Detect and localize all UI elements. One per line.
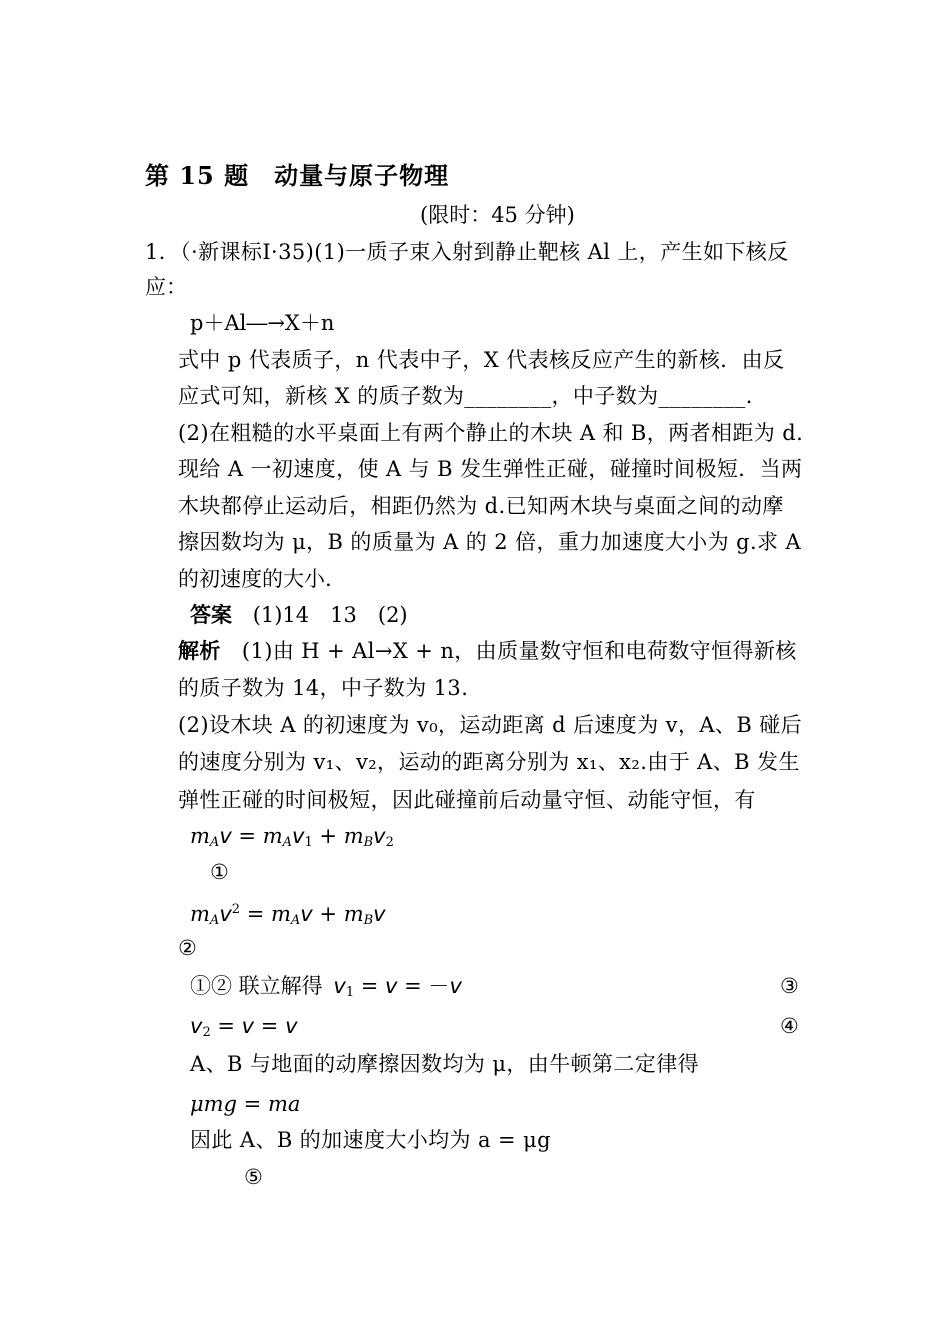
question-1-line-1: 1．（·新课标Ⅰ·35)(1)一质子束入射到静止靶核 Al 上，产生如下核反 <box>145 240 789 264</box>
question-1-para-2-line-4: 擦因数均为 μ，B 的质量为 A 的 2 倍，重力加速度大小为 g.求 A <box>178 530 802 554</box>
equation-mark-1: ① <box>210 860 229 884</box>
acceleration-line: 因此 A、B 的加速度大小均为 a = μg <box>190 1128 551 1152</box>
question-1-para-1-line-2: 应式可知，新核 X 的质子数为________，中子数为________. <box>178 384 753 408</box>
analysis-line-2: 的质子数为 14，中子数为 13. <box>178 676 469 700</box>
equation-mark-2: ② <box>178 936 197 960</box>
question-1-para-2-line-5: 的初速度的大小. <box>178 567 332 591</box>
question-1-line-2: 应： <box>145 275 187 299</box>
question-1-para-2-line-2: 现给 A 一初速度，使 A 与 B 发生弹性正碰，碰撞时间极短．当两 <box>178 457 803 481</box>
analysis-line-5: 弹性正碰的时间极短，因此碰撞前后动量守恒、动能守恒，有 <box>178 788 756 812</box>
analysis-text-1: (1)由 H + Al→X + n，由质量数守恒和电荷数守恒得新核 <box>241 639 797 663</box>
question-1-para-2-line-3: 木块都停止运动后，相距仍然为 d.已知两木块与桌面之间的动摩 <box>178 494 784 518</box>
equation-momentum: $m_Av = m_Av_1 + m_Bv_2$ <box>190 824 394 850</box>
answer-label: 答案 <box>190 602 232 627</box>
equation-mark-4: ④ <box>780 1014 799 1038</box>
equation-mark-5: ⑤ <box>244 1165 263 1189</box>
answer-line <box>190 601 408 629</box>
equation-energy: $m_Av^2 = m_Av + m_Bv$ <box>190 902 386 928</box>
solve-line: ①② 联立解得 $v_1 = v = -v$ <box>190 974 462 1000</box>
question-1-para-2-line-1: (2)在粗糙的水平桌面上有两个静止的木块 A 和 B，两者相距为 d. <box>178 421 804 445</box>
time-limit: (限时：45 分钟) <box>420 203 575 227</box>
answer-text: (1)14 13 (2) <box>252 603 408 627</box>
analysis-label: 解析 <box>178 638 221 663</box>
page-title: 第 15 题 动量与原子物理 <box>145 161 450 190</box>
analysis-line-3: (2)设木块 A 的初速度为 v₀，运动距离 d 后速度为 v，A、B 碰后 <box>178 713 803 737</box>
analysis-line-4: 的速度分别为 v₁、v₂，运动的距离分别为 x₁、x₂.由于 A、B 发生 <box>178 750 800 774</box>
newton-equation: μmg = ma <box>190 1092 301 1116</box>
question-1-para-1-line-1: 式中 p 代表质子，n 代表中子，X 代表核反应产生的新核．由反 <box>178 348 785 372</box>
nuclear-reaction: p＋Al―→X＋n <box>190 311 335 335</box>
analysis-line-1 <box>178 637 797 665</box>
solve-prefix: ①② 联立解得 <box>190 974 323 998</box>
equation-mark-3: ③ <box>780 974 799 998</box>
friction-line: A、B 与地面的动摩擦因数均为 μ，由牛顿第二定律得 <box>190 1052 699 1076</box>
equation-v2: $v_2 = v = v$ <box>190 1014 298 1040</box>
